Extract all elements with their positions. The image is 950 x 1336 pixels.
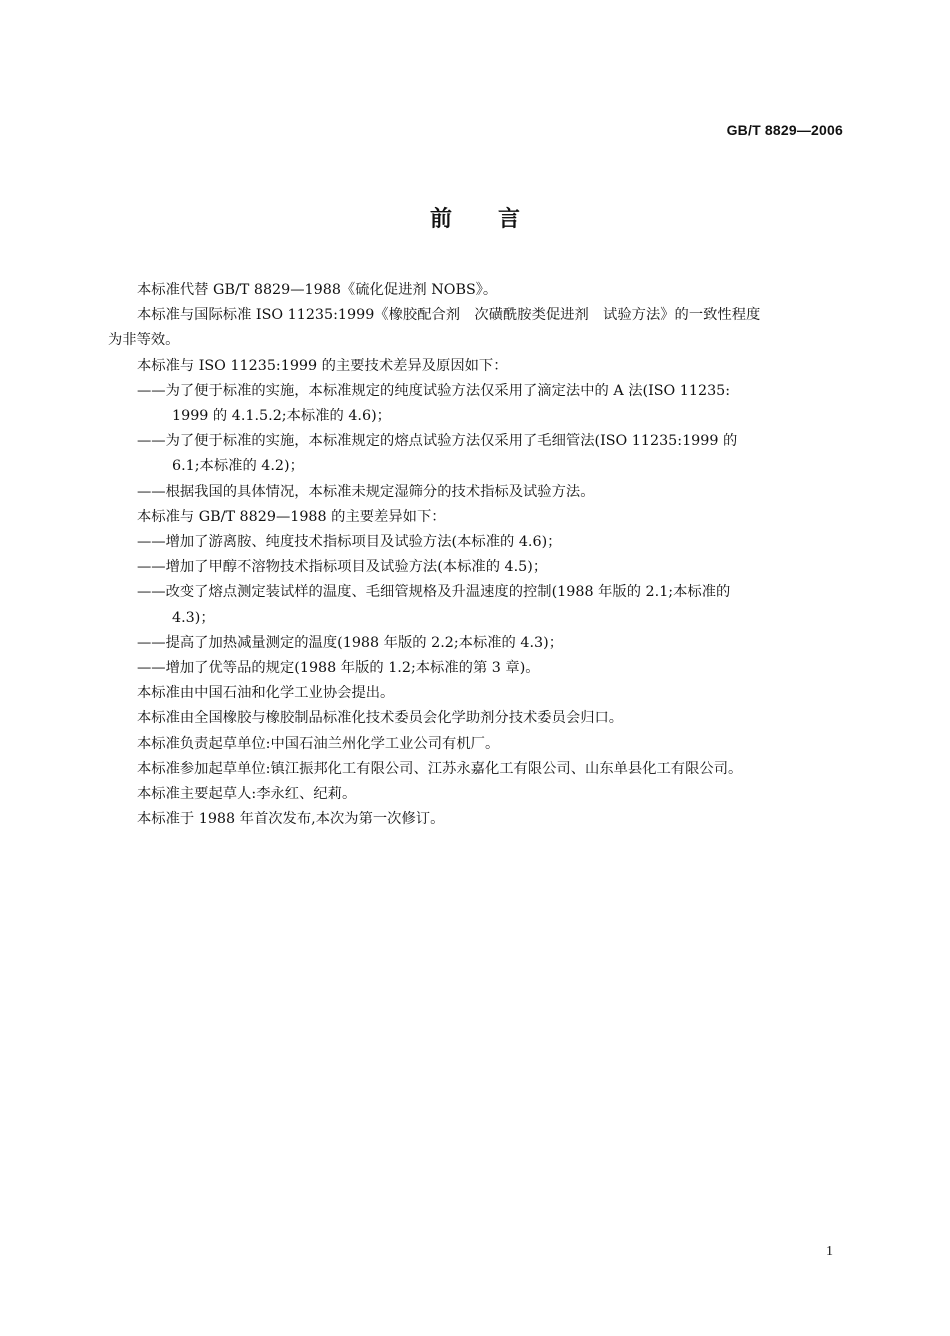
list-item: ——改变了熔点测定装试样的温度、毛细管规格及升温速度的控制(1988 年版的 2.1;本标准的 [137,584,731,601]
list-item: ——为了便于标准的实施，本标准规定的纯度试验方法仅采用了滴定法中的 A 法(ISO 11235: [137,382,731,399]
paragraph-iso-consistency: 本标准与国际标准 ISO 11235:1999《橡胶配合剂 次磺酰胺类促进剂 试验方法》的一致性程度 [137,307,761,324]
list-item: ——提高了加热减量测定的温度(1988 年版的 2.2;本标准的 4.3)； [137,634,563,651]
standard-code: GB/T 8829—2006 [726,122,843,138]
page-number: 1 [826,1244,833,1259]
list-item-cont: 4.3)； [172,609,215,626]
list-item: ——根据我国的具体情况，本标准未规定湿筛分的技术指标及试验方法。 [137,483,595,500]
paragraph-lead-drafter: 本标准负责起草单位:中国石油兰州化学工业公司有机厂。 [137,735,500,752]
paragraph-release-history: 本标准于 1988 年首次发布,本次为第一次修订。 [137,811,445,828]
foreword-body [108,278,845,832]
list-item: ——增加了优等品的规定(1988 年版的 1.2;本标准的第 3 章)。 [137,660,540,677]
paragraph-iso-consistency-cont: 为非等效。 [108,332,180,349]
list-item: ——增加了游离胺、纯度技术指标项目及试验方法(本标准的 4.6)； [137,534,562,551]
page-title: 前言 [429,207,566,232]
paragraph-technical-committee: 本标准由全国橡胶与橡胶制品标准化技术委员会化学助剂分技术委员会归口。 [137,710,624,727]
list-item: ——增加了甲醇不溶物技术指标项目及试验方法(本标准的 4.5)； [137,559,548,576]
paragraph-iso-differences-intro: 本标准与 ISO 11235:1999 的主要技术差异及原因如下： [137,357,508,374]
paragraph-proposer: 本标准由中国石油和化学工业协会提出。 [137,685,395,702]
paragraph-participating-drafters: 本标准参加起草单位:镇江振邦化工有限公司、江苏永嘉化工有限公司、山东单县化工有限公司。 [137,760,743,777]
list-item-cont: 6.1;本标准的 4.2)； [172,458,304,475]
list-item: ——为了便于标准的实施，本标准规定的熔点试验方法仅采用了毛细管法(ISO 11235:1999 的 [137,433,738,450]
paragraph-old-differences-intro: 本标准与 GB/T 8829—1988 的主要差异如下： [137,508,446,525]
paragraph-main-drafters: 本标准主要起草人:李永红、纪莉。 [137,786,357,803]
paragraph-replaces: 本标准代替 GB/T 8829—1988《硫化促进剂 NOBS》。 [137,282,498,298]
list-item-cont: 1999 的 4.1.5.2;本标准的 4.6)； [172,408,391,425]
